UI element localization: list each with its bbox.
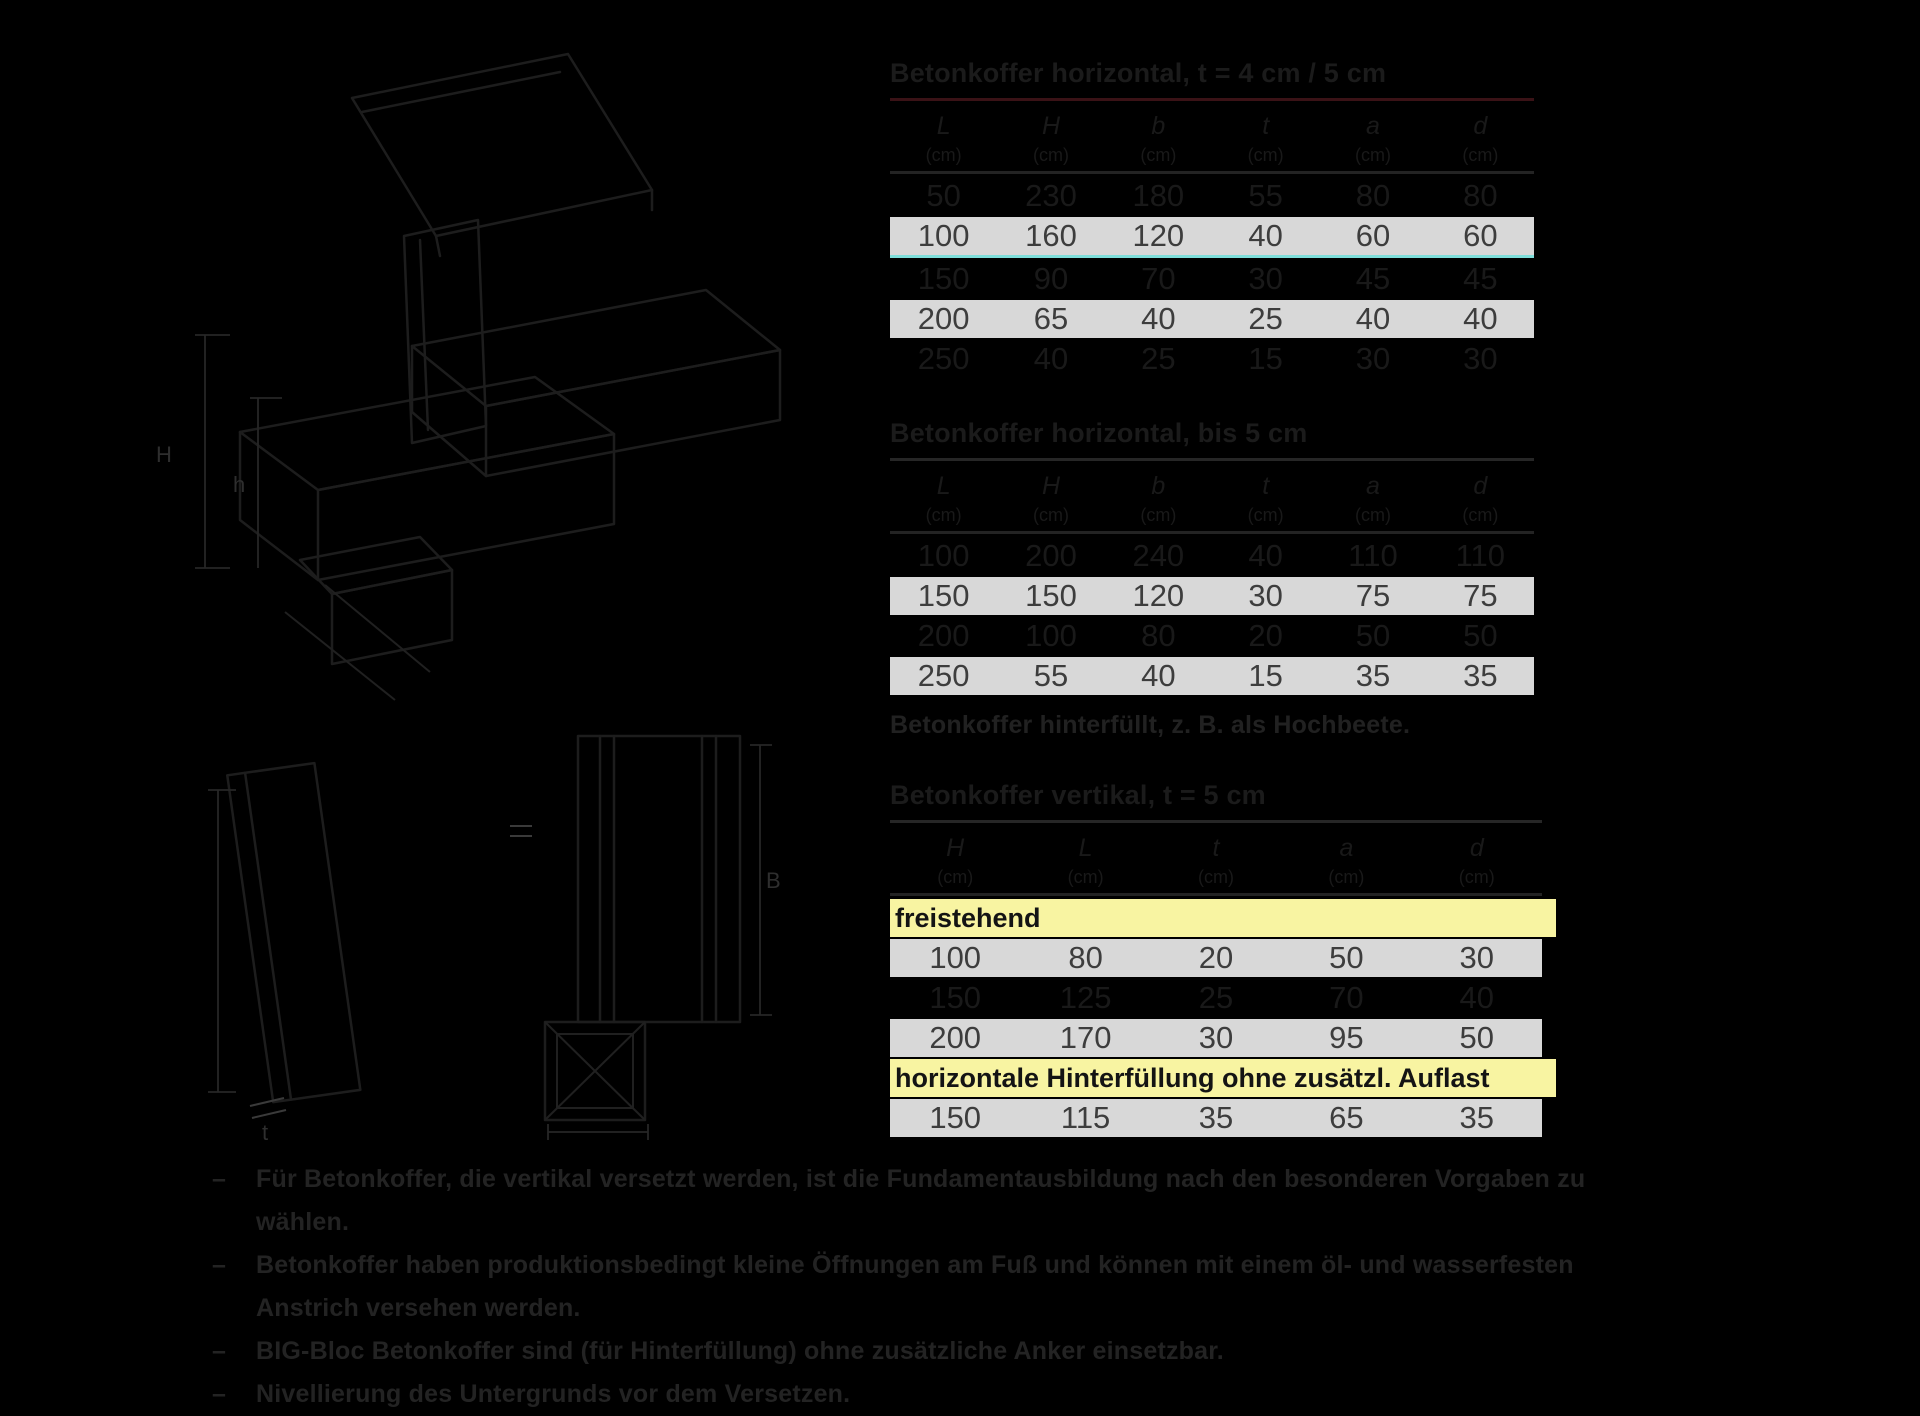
table-cell: 110 xyxy=(1348,538,1398,573)
column-unit: (cm) xyxy=(925,505,962,525)
table-cell: 250 xyxy=(917,658,970,693)
table-cell: 50 xyxy=(1355,618,1391,653)
column-header xyxy=(997,109,1104,167)
table-row xyxy=(890,177,1534,215)
table-row xyxy=(890,260,1534,298)
table-cell: 120 xyxy=(1132,578,1185,613)
table-cell: 40 xyxy=(1141,301,1176,336)
table1-header-rule xyxy=(890,171,1534,174)
table-cell: 150 xyxy=(917,578,970,613)
table3-title-rule xyxy=(890,820,1542,823)
column-symbol: a xyxy=(1366,472,1380,500)
table-cell: 45 xyxy=(1355,261,1391,296)
table-cell: 170 xyxy=(1059,1020,1112,1055)
table-row xyxy=(890,217,1534,258)
footnote-line xyxy=(212,1244,1632,1330)
table-cell: 200 xyxy=(917,618,970,653)
footnote-text: Betonkoffer haben produktionsbedingt kleine Öffnungen am Fuß und können mit einem öl- und wasserfesten Anstrich versehen werden. xyxy=(256,1251,1574,1322)
column-symbol: L xyxy=(1078,834,1093,862)
table-cell: 250 xyxy=(917,341,970,376)
column-unit: (cm) xyxy=(1033,145,1069,165)
table-cell: 200 xyxy=(1025,538,1077,573)
table-cell: 100 xyxy=(917,218,970,253)
highlight-band-row: freistehend xyxy=(890,899,1556,937)
column-header xyxy=(997,469,1104,527)
table-cell: 15 xyxy=(1248,658,1283,693)
table-cell: 240 xyxy=(1132,538,1185,573)
footnote-text: Nivellierung des Untergrunds vor dem Versetzen. xyxy=(256,1380,851,1408)
table-cell: 75 xyxy=(1355,578,1391,613)
table-cell: 60 xyxy=(1355,218,1391,253)
table-cell: 30 xyxy=(1248,578,1283,613)
table3-rows xyxy=(890,899,1542,1137)
footnote-text: BIG-Bloc Betonkoffer sind (für Hinterfüllung) ohne zusätzliche Anker einsetzbar. xyxy=(256,1337,1224,1365)
table-cell: 200 xyxy=(929,1020,982,1055)
footnote-line xyxy=(212,1158,1632,1244)
table-cell: 95 xyxy=(1329,1020,1364,1055)
column-header xyxy=(1105,109,1212,167)
table-cell: 50 xyxy=(926,178,961,213)
column-unit: (cm) xyxy=(937,867,974,887)
table-cell: 125 xyxy=(1059,980,1112,1015)
table2-header xyxy=(890,469,1534,527)
table-row xyxy=(890,657,1534,695)
column-unit: (cm) xyxy=(1355,505,1391,525)
column-unit: (cm) xyxy=(1458,867,1495,887)
table-cell: 150 xyxy=(1025,578,1077,613)
column-symbol: t xyxy=(1212,834,1220,862)
isometric-view xyxy=(156,54,780,700)
column-symbol: b xyxy=(1151,472,1166,500)
table-cell: 50 xyxy=(1463,618,1498,653)
table1-rows xyxy=(890,177,1534,378)
table-row xyxy=(890,979,1542,1017)
column-symbol: a xyxy=(1339,834,1354,862)
table-cell: 150 xyxy=(929,980,982,1015)
table-cell: 80 xyxy=(1355,178,1391,213)
column-unit: (cm) xyxy=(1247,145,1284,165)
table-cell: 115 xyxy=(1060,1100,1111,1135)
table-cell: 50 xyxy=(1459,1020,1495,1055)
footnote-text: Für Betonkoffer, die vertikal versetzt werden, ist die Fundamentausbildung nach den besonderen Vorgaben zu wählen. xyxy=(256,1165,1586,1236)
column-symbol: b xyxy=(1151,112,1166,140)
column-symbol: H xyxy=(1041,112,1061,140)
column-header xyxy=(1319,469,1426,527)
column-unit: (cm) xyxy=(1462,145,1499,165)
table-cell: 30 xyxy=(1248,261,1283,296)
column-header xyxy=(890,109,997,167)
column-header xyxy=(1427,469,1534,527)
table-cell: 150 xyxy=(917,261,970,296)
table-cell: 30 xyxy=(1355,341,1391,376)
table-cell: 25 xyxy=(1141,341,1176,376)
column-unit: (cm) xyxy=(1140,505,1177,525)
table-cell: 75 xyxy=(1463,578,1498,613)
table-cell: 150 xyxy=(929,1100,982,1135)
column-header xyxy=(890,831,1020,889)
column-unit: (cm) xyxy=(925,145,962,165)
table1-title: Betonkoffer horizontal, t = 4 cm / 5 cm xyxy=(890,58,1387,88)
table1-title-rule xyxy=(890,98,1534,101)
column-symbol: d xyxy=(1473,472,1488,500)
column-symbol: L xyxy=(936,112,951,140)
table-cell: 40 xyxy=(1141,658,1176,693)
table-cell: 35 xyxy=(1463,658,1498,693)
column-symbol: t xyxy=(1262,112,1270,140)
table-vertical xyxy=(890,780,1542,1137)
table-cell: 100 xyxy=(929,940,982,975)
table2-rows xyxy=(890,537,1534,695)
table-cell: 15 xyxy=(1248,341,1283,376)
footnote-list xyxy=(212,1158,1632,1416)
column-symbol: t xyxy=(1262,472,1270,500)
footnote-dash: – xyxy=(212,1380,227,1408)
column-header xyxy=(1212,109,1319,167)
table-cell: 25 xyxy=(1198,980,1234,1015)
table-cell: 30 xyxy=(1463,341,1498,376)
side-view xyxy=(510,736,781,1140)
dim-label-B: B xyxy=(766,868,781,893)
table-cell: 35 xyxy=(1198,1100,1234,1135)
dim-label-h: h xyxy=(233,472,246,497)
table2-note: Betonkoffer hinterfüllt, z. B. als Hochbeete. xyxy=(890,711,1411,739)
column-unit: (cm) xyxy=(1067,867,1104,887)
column-header xyxy=(1105,469,1212,527)
table-cell: 200 xyxy=(917,301,970,336)
table-cell: 30 xyxy=(1198,1020,1234,1055)
table-cell: 230 xyxy=(1025,178,1077,213)
table-cell: 65 xyxy=(1329,1100,1364,1135)
table-horizontal-1 xyxy=(890,58,1534,378)
column-unit: (cm) xyxy=(1328,867,1365,887)
column-symbol: H xyxy=(1041,472,1061,500)
column-unit: (cm) xyxy=(1198,867,1234,887)
column-symbol: d xyxy=(1473,112,1488,140)
table-cell: 30 xyxy=(1459,940,1495,975)
table-row xyxy=(890,300,1534,338)
table-cell: 35 xyxy=(1459,1100,1495,1135)
column-header xyxy=(1020,831,1150,889)
column-symbol: a xyxy=(1366,112,1380,140)
table-cell: 25 xyxy=(1248,301,1283,336)
table-row xyxy=(890,577,1534,615)
table-cell: 55 xyxy=(1033,658,1069,693)
column-header xyxy=(1212,469,1319,527)
footnote-dash: – xyxy=(212,1337,227,1365)
table-cell: 40 xyxy=(1033,341,1069,376)
table-cell: 40 xyxy=(1463,301,1498,336)
footnote-dash: – xyxy=(212,1165,227,1193)
table-row xyxy=(890,617,1534,655)
table-row xyxy=(890,939,1542,977)
column-unit: (cm) xyxy=(1247,505,1284,525)
table-cell: 40 xyxy=(1248,538,1283,573)
table-cell: 65 xyxy=(1033,301,1069,336)
table-cell: 160 xyxy=(1025,218,1077,253)
technical-drawing xyxy=(0,0,880,1352)
column-header xyxy=(1412,831,1542,889)
table-cell: 50 xyxy=(1329,940,1364,975)
table-row xyxy=(890,1099,1542,1137)
table-cell: 35 xyxy=(1355,658,1391,693)
footnote-dash: – xyxy=(212,1251,227,1279)
table-row xyxy=(890,537,1534,575)
column-header xyxy=(890,469,997,527)
table3-title: Betonkoffer vertikal, t = 5 cm xyxy=(890,780,1266,810)
table-cell: 80 xyxy=(1068,940,1103,975)
table2-header-rule xyxy=(890,531,1534,534)
table-cell: 70 xyxy=(1141,261,1176,296)
table-cell: 100 xyxy=(917,538,970,573)
column-symbol: H xyxy=(946,834,965,862)
table-cell: 80 xyxy=(1141,618,1176,653)
table-cell: 20 xyxy=(1198,940,1234,975)
column-unit: (cm) xyxy=(1033,505,1069,525)
table1-header xyxy=(890,109,1534,167)
table-cell: 40 xyxy=(1355,301,1391,336)
column-header xyxy=(1319,109,1426,167)
table-cell: 40 xyxy=(1248,218,1283,253)
column-unit: (cm) xyxy=(1462,505,1499,525)
footnote-line xyxy=(212,1373,1632,1416)
column-header xyxy=(1427,109,1534,167)
table-cell: 180 xyxy=(1132,178,1185,213)
table-cell: 20 xyxy=(1248,618,1283,653)
column-header xyxy=(1151,831,1281,889)
table2-title: Betonkoffer horizontal, bis 5 cm xyxy=(890,418,1308,448)
table-cell: 80 xyxy=(1463,178,1498,213)
column-symbol: L xyxy=(936,472,951,500)
column-header xyxy=(1281,831,1411,889)
table-cell: 90 xyxy=(1033,261,1069,296)
table-horizontal-2 xyxy=(890,418,1534,765)
table-cell: 40 xyxy=(1459,980,1495,1015)
column-unit: (cm) xyxy=(1140,145,1177,165)
table-row xyxy=(890,340,1534,378)
table2-title-rule xyxy=(890,458,1534,461)
table-cell: 55 xyxy=(1248,178,1283,213)
front-view xyxy=(208,763,360,1145)
dim-label-H: H xyxy=(156,442,172,467)
column-unit: (cm) xyxy=(1355,145,1391,165)
table-cell: 120 xyxy=(1132,218,1185,253)
table-cell: 110 xyxy=(1455,538,1506,573)
dim-label-t: t xyxy=(262,1120,269,1145)
table-cell: 70 xyxy=(1329,980,1364,1015)
table-cell: 60 xyxy=(1463,218,1498,253)
table-row xyxy=(890,1019,1542,1057)
table-cell: 100 xyxy=(1025,618,1077,653)
table-cell: 45 xyxy=(1463,261,1498,296)
table3-header xyxy=(890,831,1542,889)
column-symbol: d xyxy=(1469,834,1484,862)
highlight-band-row: horizontale Hinterfüllung ohne zusätzl. Auflast xyxy=(890,1059,1556,1097)
table3-header-rule xyxy=(890,893,1542,896)
